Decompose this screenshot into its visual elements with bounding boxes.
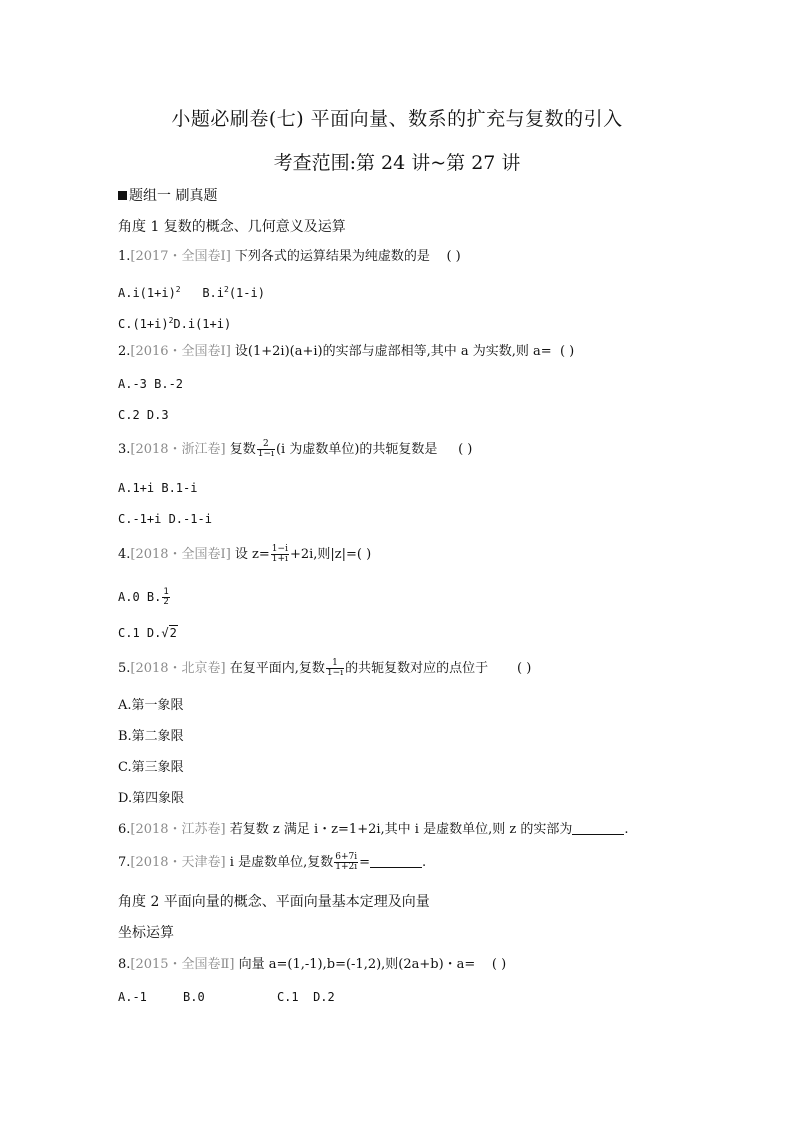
question-source: [2018・浙江卷] — [130, 442, 226, 457]
question-3-options-cd: C.-1+i D.-1-i — [118, 512, 212, 526]
question-source: [2018・江苏卷] — [130, 822, 226, 837]
square-root: √2 — [161, 626, 177, 640]
question-6: 6.[2018・江苏卷] 若复数 z 满足 i・z=1+2i,其中 i 是虚数单位,则 z 的实部为 . — [118, 822, 629, 837]
question-source: [2018・北京卷] — [130, 661, 226, 676]
answer-blank — [370, 855, 422, 868]
question-source: [2018・全国卷Ⅰ] — [130, 547, 231, 562]
group-heading: 题组一 刷真题 — [118, 187, 217, 205]
question-7: 7.[2018・天津卷] i 是虚数单位,复数 $\frac{6+7i}{1+2i}$ = . — [118, 852, 427, 872]
square-bullet-icon — [118, 191, 127, 200]
question-1-options-cd: $C.(1+i)^2D.i(1+i)$ — [118, 316, 232, 331]
question-source: [2015・全国卷Ⅱ] — [130, 957, 235, 972]
angle-2-heading-continued: 坐标运算 — [118, 925, 174, 941]
page-subtitle: 考查范围:第 24 讲~第 27 讲 — [273, 152, 521, 174]
question-2-options-cd: C.2 D.3 — [118, 408, 169, 422]
question-text: 向量 a=(1,-1),b=(-1,2),则(2a+b)・a= — [238, 957, 476, 972]
answer-paren: ( ) — [446, 249, 461, 264]
question-source: [2017・全国卷Ⅰ] — [130, 249, 231, 264]
question-2-options-ab: A.-3 B.-2 — [118, 377, 184, 391]
answer-paren: ( ) — [517, 661, 532, 676]
question-5-option-b: B.第二象限 — [118, 729, 184, 744]
question-5-option-a: A.第一象限 — [118, 698, 184, 713]
question-source: [2018・天津卷] — [130, 855, 226, 870]
angle-2-heading: 角度 2 平面向量的概念、平面向量基本定理及向量 — [118, 894, 430, 910]
answer-paren: ( ) — [356, 547, 372, 562]
question-2: 2.[2016・全国卷Ⅰ] 设(1+2i)(a+i)的实部与虚部相等,其中 a 为实数,则 a= ( ) — [118, 344, 575, 359]
fraction: $\frac{6+7i}{1+2i}$ — [335, 852, 358, 872]
question-4-options-cd: C.1 D.√2 — [118, 626, 177, 640]
angle-1-heading: 角度 1 复数的概念、几何意义及运算 — [118, 219, 346, 235]
question-text: 若复数 z 满足 i・z=1+2i,其中 i 是虚数单位,则 z 的实部为 — [229, 822, 573, 837]
question-3: 3.[2018・浙江卷] 复数 $\frac{2}{1-i}$ (i 为虚数单位)的共轭复数是 ( ) — [118, 439, 473, 459]
fraction: $\frac{2}{1-i}$ — [257, 439, 274, 459]
answer-paren: ( ) — [458, 442, 473, 457]
question-source: [2016・全国卷Ⅰ] — [130, 344, 231, 359]
fraction: $\frac{1-i}{1+i}$ — [271, 544, 288, 564]
question-8: 8.[2015・全国卷Ⅱ] 向量 a=(1,-1),b=(-1,2),则(2a+b)・a= ( ) — [118, 957, 507, 972]
question-5-option-c: C.第三象限 — [118, 760, 184, 775]
question-4: 4.[2018・全国卷Ⅰ] 设 z= $\frac{1-i}{1+i}$ +2i,则|z|=( ) — [118, 544, 372, 564]
fraction: $\frac{1}{2}$ — [163, 587, 169, 607]
question-1: 1.[2017・全国卷Ⅰ] 下列各式的运算结果为纯虚数的是 ( ) — [118, 249, 461, 264]
question-8-options: A.-1 B.0 C.1 D.2 — [118, 990, 335, 1004]
answer-blank — [572, 822, 624, 835]
question-5-option-d: D.第四象限 — [118, 791, 185, 806]
answer-paren: ( ) — [559, 344, 575, 359]
question-5: 5.[2018・北京卷] 在复平面内,复数 $\frac{1}{1-i}$ 的共轭复数对应的点位于 ( ) — [118, 658, 532, 678]
question-text: 下列各式的运算结果为纯虚数的是 — [234, 249, 430, 264]
answer-paren: ( ) — [491, 957, 507, 972]
page-title: 小题必刷卷(七) 平面向量、数系的扩充与复数的引入 — [171, 108, 623, 130]
question-1-options-ab: $A.i(1+i)^2$ $B.i^2(1-i)$ — [118, 285, 265, 300]
fraction: $\frac{1}{1-i}$ — [326, 658, 344, 678]
question-4-options-ab: A.0 B. $\frac{1}{2}$ — [118, 587, 169, 607]
question-3-options-ab: A.1+i B.1-i — [118, 481, 198, 495]
question-text: 设(1+2i)(a+i)的实部与虚部相等,其中 a 为实数,则 a= — [234, 344, 552, 359]
